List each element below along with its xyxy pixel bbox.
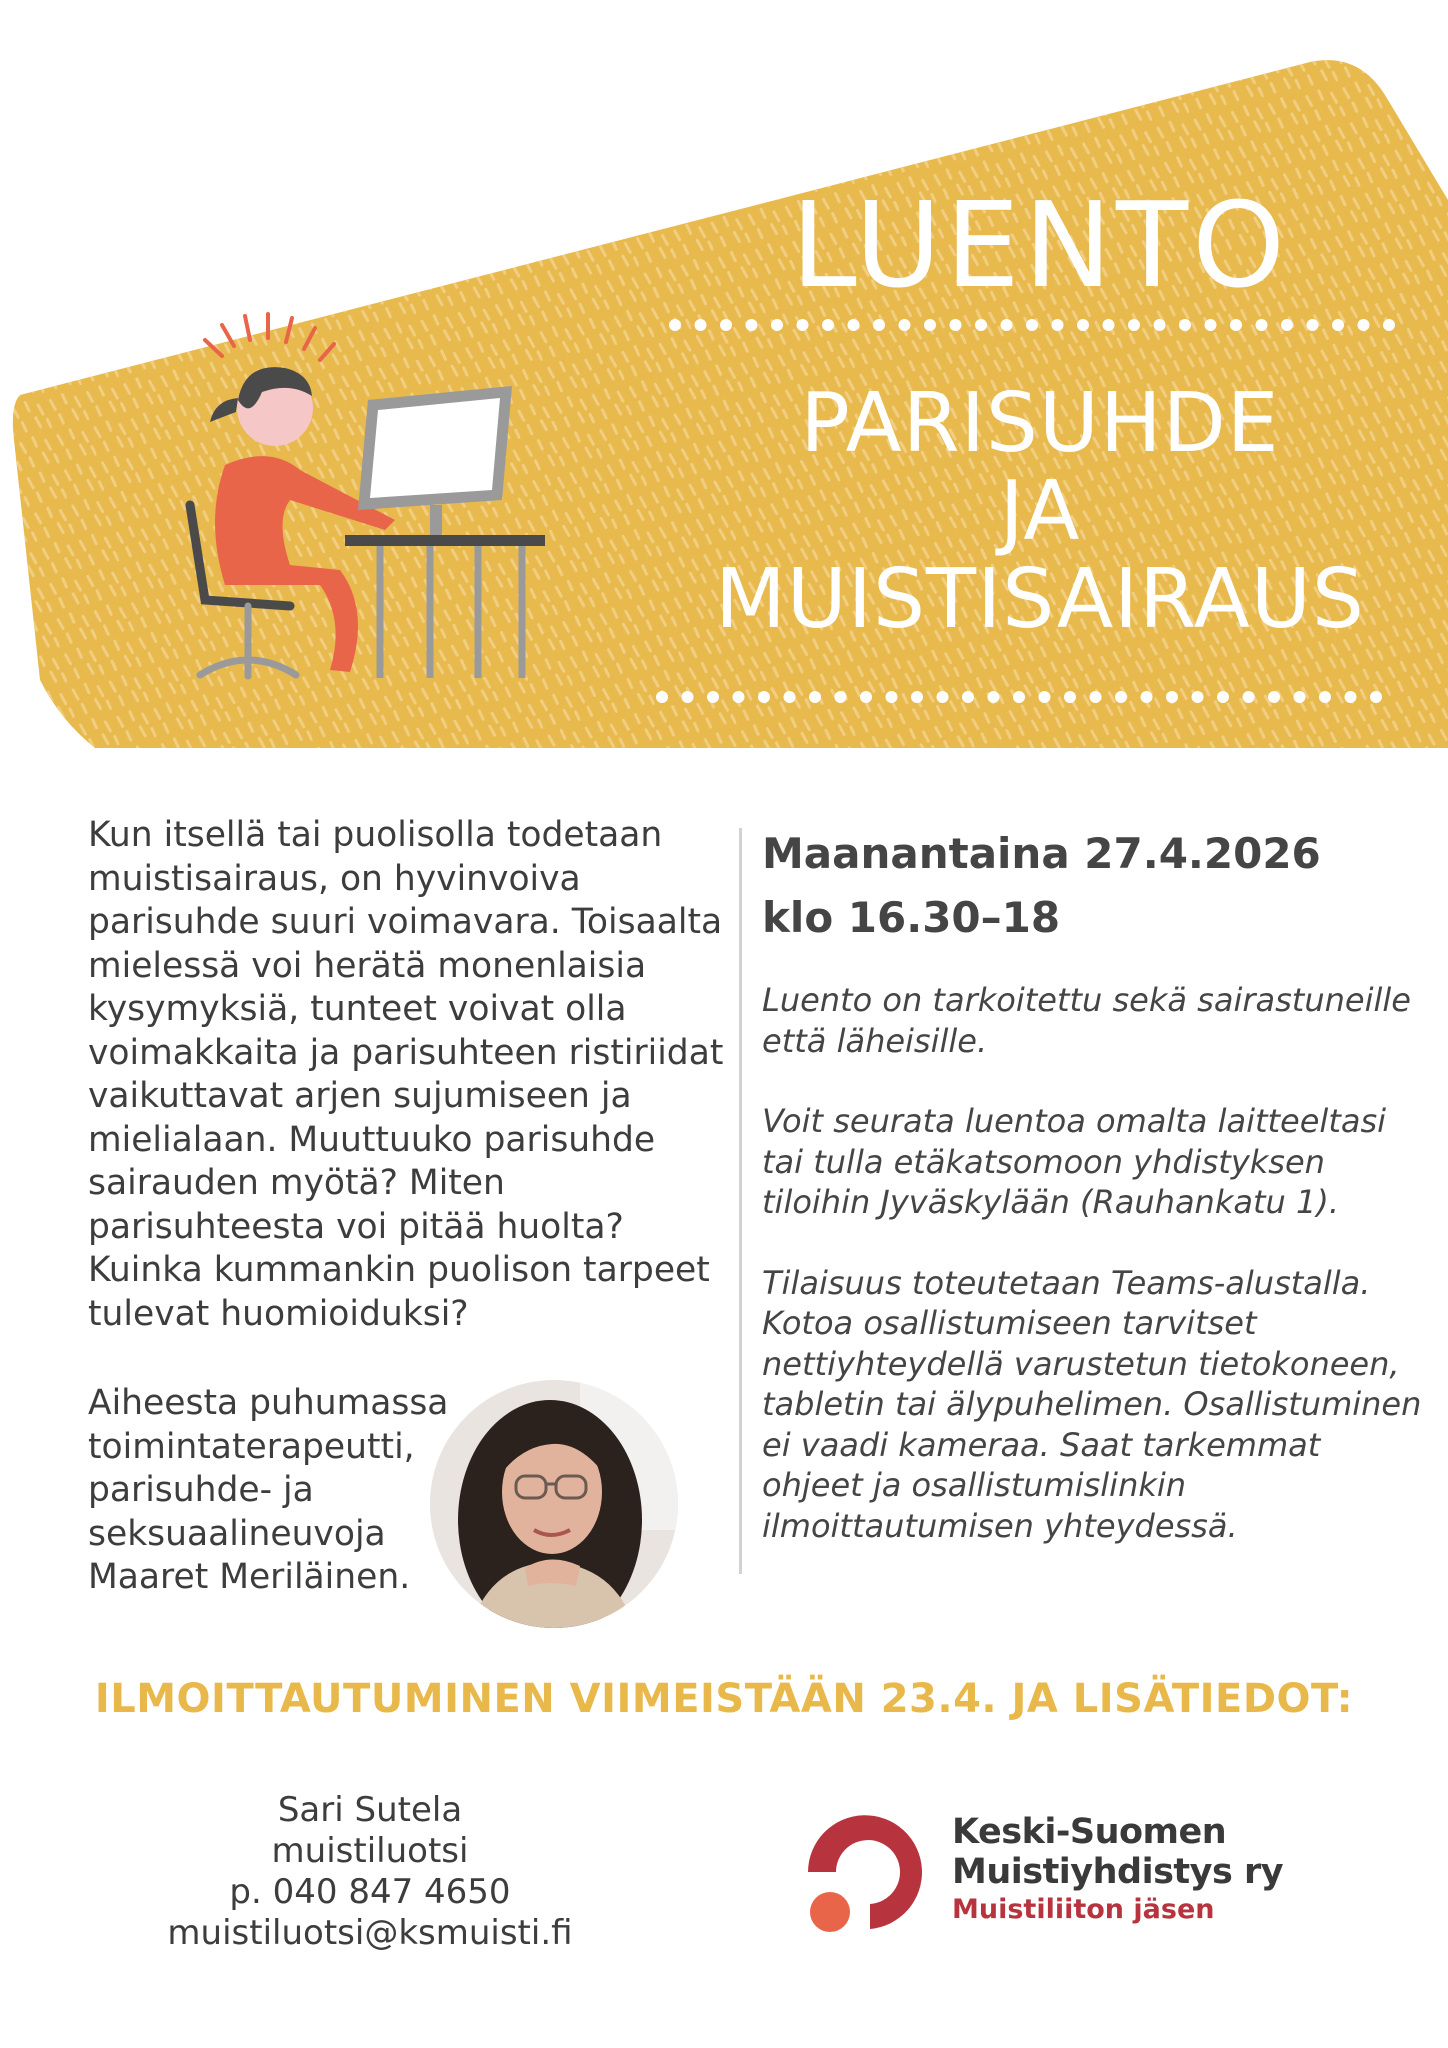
divider-dot (809, 691, 821, 703)
divider-dot (1332, 319, 1344, 331)
divider-dot (835, 691, 847, 703)
column-divider (739, 828, 742, 1574)
divider-dot (911, 691, 923, 703)
divider-dot (1307, 319, 1319, 331)
dotted-divider-top (669, 319, 1395, 331)
divider-dot (771, 319, 783, 331)
divider-dot (1052, 319, 1064, 331)
divider-dot (886, 691, 898, 703)
divider-dot (720, 319, 732, 331)
divider-dot (1064, 691, 1076, 703)
divider-dot (1358, 319, 1370, 331)
divider-dot (797, 319, 809, 331)
contact-name: Sari Sutela (277, 1790, 463, 1830)
divider-dot (822, 319, 834, 331)
event-details (762, 980, 1422, 1586)
divider-dot (975, 319, 987, 331)
divider-dot (1115, 691, 1127, 703)
detail-location: Voit seurata luentoa omalta laitteeltasi tai tulla etäkatsomoon yhdistyksen tiloihin Jyväskylään (Rauhankatu 1). (762, 1102, 1387, 1221)
divider-dot (1090, 691, 1102, 703)
divider-dot (962, 691, 974, 703)
divider-dot (1383, 319, 1395, 331)
logo-line-1: Keski-Suomen (952, 1812, 1227, 1852)
divider-dot (950, 319, 962, 331)
divider-dot (695, 319, 707, 331)
divider-dot (1166, 691, 1178, 703)
speaker-info (88, 1382, 448, 1600)
divider-dot (924, 319, 936, 331)
divider-dot (669, 319, 681, 331)
divider-dot (707, 691, 719, 703)
divider-dot (1077, 319, 1089, 331)
divider-dot (1319, 691, 1331, 703)
contact-email[interactable]: muistiluotsi@ksmuisti.fi (167, 1913, 573, 1953)
divider-dot (860, 691, 872, 703)
divider-dot (1294, 691, 1306, 703)
association-logo-icon (800, 1812, 930, 1942)
divider-dot (1281, 319, 1293, 331)
event-datetime (762, 822, 1402, 950)
divider-dot (758, 691, 770, 703)
topic-line-1: PARISUHDE (800, 376, 1280, 471)
divider-dot (733, 691, 745, 703)
logo-line-3: Muistiliiton jäsen (952, 1894, 1215, 1925)
registration-heading: ILMOITTAUTUMINEN VIIMEISTÄÄN 23.4. JA LISÄTIEDOT: (94, 1676, 1354, 1722)
topic-line-3: MUISTISAIRAUS (715, 552, 1365, 647)
divider-dot (1001, 319, 1013, 331)
speaker-line: seksuaalineuvoja (88, 1513, 386, 1554)
divider-dot (1205, 319, 1217, 331)
divider-dot (656, 691, 668, 703)
contact-role: muistiluotsi (271, 1831, 469, 1871)
detail-audience: Luento on tarkoitettu sekä sairastuneille että läheisille. (762, 981, 1411, 1060)
speaker-line: Aiheesta puhumassa (88, 1383, 449, 1423)
divider-dot (1192, 691, 1204, 703)
divider-dot (1013, 691, 1025, 703)
speaker-photo (430, 1380, 678, 1628)
divider-dot (937, 691, 949, 703)
divider-dot (899, 319, 911, 331)
lecture-title: LUENTO (790, 176, 1290, 314)
contact-info (120, 1790, 620, 1954)
divider-dot (848, 319, 860, 331)
divider-dot (1268, 691, 1280, 703)
divider-dot (1103, 319, 1115, 331)
divider-dot (746, 319, 758, 331)
divider-dot (1039, 691, 1051, 703)
speaker-line: parisuhde- ja (88, 1470, 314, 1510)
divider-dot (1128, 319, 1140, 331)
divider-dot (988, 691, 1000, 703)
divider-dot (1141, 691, 1153, 703)
association-logo (952, 1812, 1372, 1928)
event-date: Maanantaina 27.4.2026 (762, 829, 1321, 878)
intro-paragraph: Kun itsellä tai puolisolla todetaan muistisairaus, on hyvinvoiva parisuhde suuri voimavara. Toisaalta mielessä voi herätä monenlaisia kysymyksiä, tunteet voivat olla voimakkaita ja parisuhteen ristiriidat vaikuttavat arjen sujumiseen ja mielialaan. Muuttuuko parisuhde sairauden myötä? Miten parisuhteesta voi pitää huolta? Kuinka kummankin puolison tarpeet tulevat huomioiduksi? (88, 815, 724, 1334)
topic-line-2: JA (999, 464, 1081, 559)
divider-dot (1179, 319, 1191, 331)
speaker-line: toimintaterapeutti, (88, 1426, 415, 1467)
speaker-name: Maaret Meriläinen. (88, 1557, 411, 1597)
divider-dot (873, 319, 885, 331)
divider-dot (1217, 691, 1229, 703)
divider-dot (1243, 691, 1255, 703)
dotted-divider-bottom (656, 691, 1382, 703)
divider-dot (1154, 319, 1166, 331)
logo-line-2: Muistiyhdistys ry (952, 1852, 1284, 1892)
divider-dot (1345, 691, 1357, 703)
divider-dot (1256, 319, 1268, 331)
divider-dot (1026, 319, 1038, 331)
detail-participation: Tilaisuus toteutetaan Teams-alustalla. Kotoa osallistumiseen tarvitset nettiyhteydellä varustetun tietokoneen, tabletin tai älypuhelimen. Osallistuminen ei vaadi kameraa. Saat tarkemmat ohjeet ja osallistumislinkin ilmoittautumisen yhteydessä. (762, 1263, 1422, 1545)
event-time: klo 16.30–18 (762, 893, 1061, 942)
divider-dot (1230, 319, 1242, 331)
divider-dot (784, 691, 796, 703)
divider-dot (1370, 691, 1382, 703)
contact-phone: p. 040 847 4650 (229, 1872, 511, 1912)
divider-dot (682, 691, 694, 703)
